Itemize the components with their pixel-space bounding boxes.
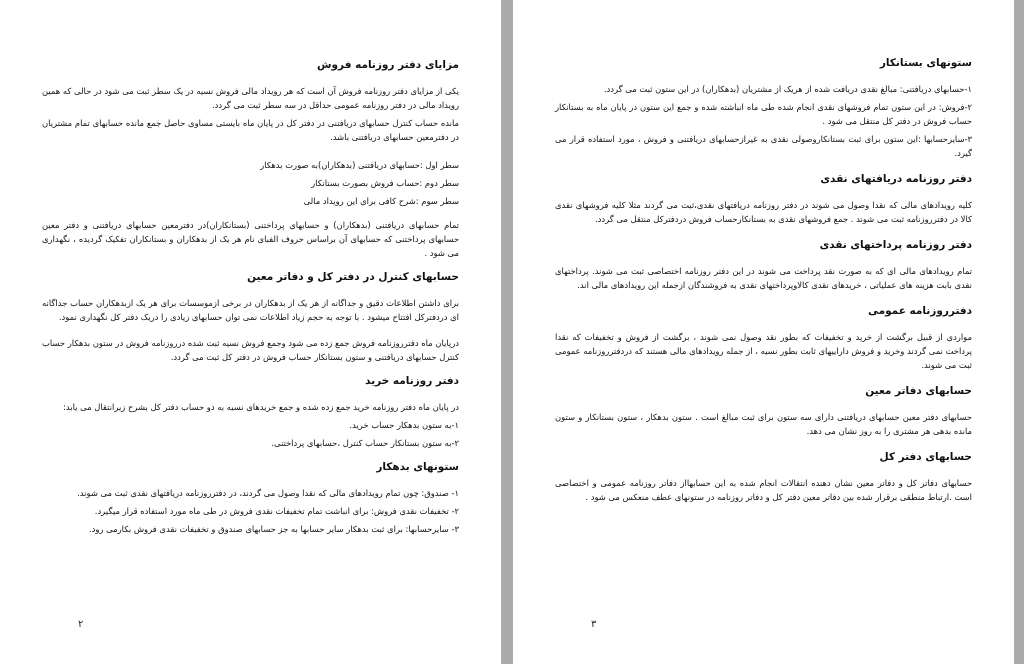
list-item: سطر اول :حسابهای دریافتنی (بدهکاران)به صورت بدهکار: [260, 160, 459, 170]
list-item: ۳- سایرحسابها: برای ثبت بدهکار سایر حسابها به جز حسابهای صندوق و تخفیفات نقدی فروش بکارمی رود.: [89, 524, 459, 534]
section-title-general-journal: دفترروزنامه عمومی: [867, 305, 972, 317]
section-title-general-ledger-accounts: حسابهای دفتر کل: [879, 451, 972, 463]
section-title-control-accounts: حسابهای کنترل در دفتر کل و دفاتر معین: [247, 271, 459, 283]
paragraph: تمام حسابهای دریافتنی (بدهکاران) و حسابهای پرداختنی (بستانکاران)در دفترمعین حسابهای دریافتنی و دفتر معین حسابهای پرداختنی که حسابهای آن براساس حروف الفبای نام هر یک از بدهکاران و بستانکاران تفکیک گردیده ، نگهداری می شود .: [42, 220, 459, 258]
paragraph: مانده حساب کنترل حسابهای دریافتنی در دفتر کل در پایان ماه بایستی مساوی حاصل جمع مانده حسابهای تمام مشتریان در دفترمعین حسابهای دریافتنی باشد.: [42, 118, 459, 142]
list-item: ۲-به ستون بستانکار حساب کنترل ،حسابهای پرداختنی.: [271, 438, 459, 448]
list-item: ۲-فروش: در این ستون تمام فروشهای نقدی انجام شده طی ماه انباشته شده و جمع این ستون در پایان ماه به بستانکار حساب فروش در دفتر کل منتقل می شود .: [555, 102, 972, 126]
paragraph: یکی از مزایای دفتر روزنامه فروش آن است که هر رویداد مالی فروش نسیه در یک سطر ثبت می شود در حالی که همین رویداد مالی در دفتر روزنامه عمومی حداقل در سه سطر ثبت می گردد.: [42, 86, 459, 110]
list-item: ۱-به ستون بدهکار حساب خرید.: [349, 420, 459, 430]
section-title-debit-columns: ستونهای بدهکار: [376, 461, 459, 473]
section-title-sales-journal-advantages: مزایای دفتر روزنامه فروش: [317, 59, 459, 71]
journal-lines-list: [42, 156, 459, 210]
left-page: [0, 0, 501, 664]
page-number: ۲: [78, 619, 84, 630]
right-page: [513, 0, 1014, 664]
list-item: سطر دوم :حساب فروش بصورت بستانکار: [311, 178, 459, 188]
paragraph: حسابهای دفتر معین حسابهای دریافتنی دارای سه ستون برای ثبت مبالغ است . ستون بدهکار ، ستون بستانکار و ستون مانده بدهی هر مشتری را به روز نشان می دهد.: [555, 412, 972, 436]
paragraph: در پایان ماه دفتر روزنامه خرید جمع زده شده و جمع خریدهای نسیه به دو حساب دفتر کل بشرح زیرانتقال می یابد:: [63, 402, 459, 412]
paragraph: تمام رویدادهای مالی ای که به صورت نقد پرداخت می شوند در این دفتر روزنامه اختصاصی ثبت می شوند. پرداختهای نقدی بابت هزینه های عملیاتی ، خریدهای نقدی کالاوپرداختهای نقدی به فروشندگان ازجمله این رویدادهای مالی اند.: [555, 266, 972, 290]
section-title-cash-payments-journal: دفتر روزنامه پرداختهای نقدی: [819, 239, 972, 251]
paragraph: برای داشتن اطلاعات دقیق و جداگانه از هر یک از بدهکاران در برخی ازموسسات برای هر یک ازبدهکاران حساب جداگانه ای دردفترکل افتتاح میشود . با توجه به حجم زیاد اطلاعات نمی توان حسابهای زیادی را دریک دفتر کل نگهداری نمود.: [42, 298, 459, 322]
list-item: ۳-سایرحسابها :این ستون برای ثبت بستانکاروصولی نقدی به غیرازحسابهای دریافتنی و فروش ، مورد استفاده قرار می گیرد.: [555, 134, 972, 158]
page-number: ۳: [591, 619, 597, 630]
paragraph: کلیه رویدادهای مالی که نقدا وصول می شوند در دفتر روزنامه دریافتهای نقدی،ثبت می گردند مثلا کلیه فروشهای نقدی کالا در دفترروزنامه ثبت می شوند . جمع فروشهای نقدی به بستانکارحساب فروش دردفترکل منتقل می گردد.: [555, 200, 972, 224]
list-item: ۲- تخفیفات نقدی فروش: برای انباشت تمام تخفیفات نقدی فروش در طی ماه مورد استفاده قرار میگیرد.: [94, 506, 459, 516]
list-item: ۱-حسابهای دریافتنی: مبالغ نقدی دریافت شده از هریک از مشتریان (بدهکاران) در این ستون ثبت می گردد.: [603, 84, 972, 94]
list-item: ۱- صندوق: چون تمام رویدادهای مالی که نقدا وصول می گردند، در دفترروزنامه دریافتهای نقدی ثبت می شوند.: [77, 488, 459, 498]
page-gap: [501, 0, 513, 664]
section-title-purchase-journal: دفتر روزنامه خرید: [365, 375, 459, 387]
paragraph: حسابهای دفاتر کل و دفاتر معین نشان دهنده انتقالات انجام شده به این حسابهااز دفاتر روزنامه عمومی و اختصاصی است .ارتباط منطقی برقرار شده بین دفاتر معین دفتر کل و دفاتر روزنامه در ستونهای عطف منعکس می شود .: [555, 478, 972, 502]
paragraph: مواردی از قبیل برگشت از خرید و تخفیفات که بطور نقد وصول نمی شوند ، برگشت از فروش و تخفیفات که نقدا پرداخت نمی گردند وخرید و فروش داراییهای ثابت بطور نسیه ، از جمله رویدادهای مالی هستند که دردفترروزنامه عمومی ثبت می شوند.: [555, 332, 972, 370]
paragraph: درپایان ماه دفترروزنامه فروش جمع زده می شود وجمع فروش نسیه ثبت شده درروزنامه فروش در ستون بدهکار حساب کنترل حسابهای دریافتنی و ستون بستانکار حساب فروش در دفتر کل ثبت می گردد.: [42, 338, 459, 362]
list-item: سطر سوم :شرح کافی برای این رویداد مالی: [303, 196, 459, 206]
section-title-cash-receipts-journal: دفتر روزنامه دریافتهای نقدی: [820, 173, 972, 185]
section-title-credit-columns: ستونهای بستانکار: [879, 57, 972, 69]
section-title-subsidiary-ledger-accounts: حسابهای دفاتر معین: [865, 385, 972, 397]
